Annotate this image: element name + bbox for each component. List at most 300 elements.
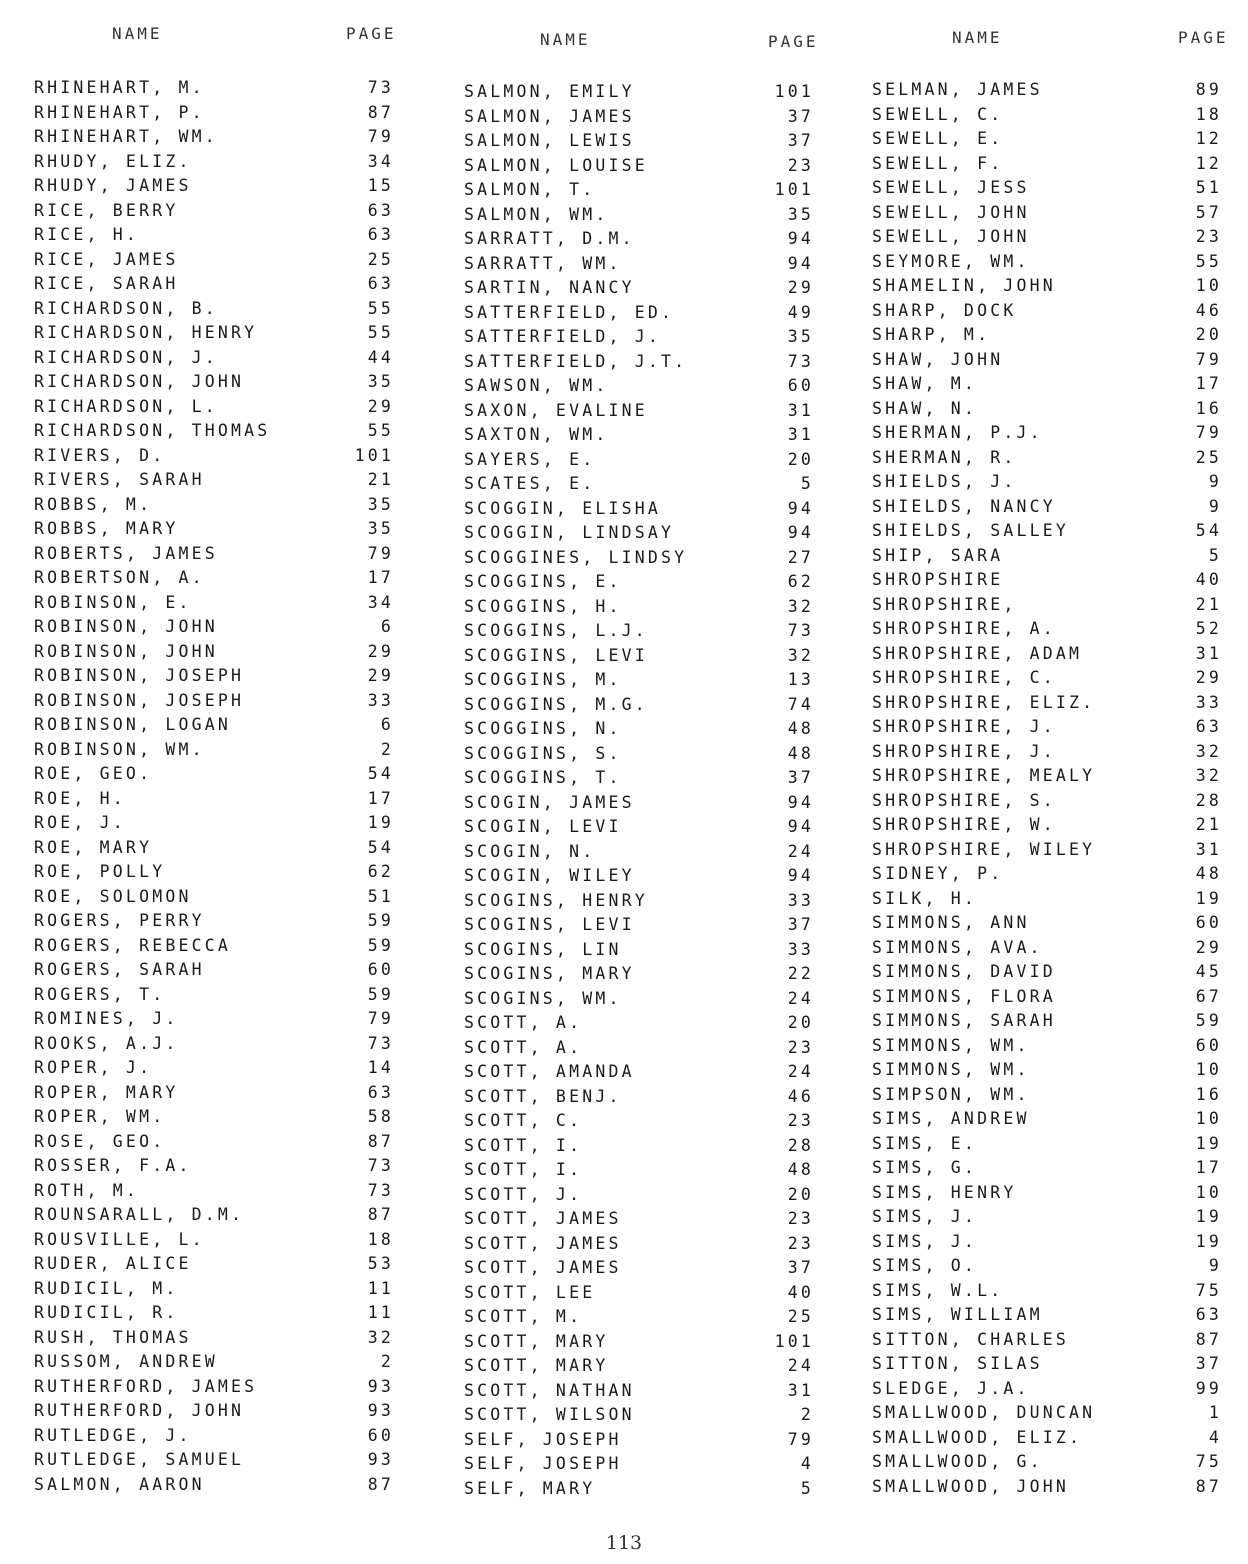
index-entry: [464, 1428, 834, 1453]
index-entry: [34, 199, 414, 224]
entry-page: 17: [1195, 374, 1222, 393]
entry-name: SCOTT, JAMES: [464, 1209, 622, 1228]
index-entry: [464, 497, 834, 522]
entry-name: SHIELDS, NANCY: [872, 496, 1056, 516]
index-entry: [464, 766, 834, 791]
entry-name: SIMS, HENRY: [872, 1182, 1017, 1202]
entry-name: SEWELL, C.: [872, 104, 1004, 124]
entry-name: SEYMORE, WM.: [872, 251, 1030, 271]
entry-name: SCOGGINS, M.: [464, 670, 622, 689]
index-entry: [872, 715, 1232, 740]
entry-page: 32: [367, 1327, 394, 1347]
entry-page: 59: [367, 911, 394, 930]
index-entry: [34, 934, 414, 959]
entry-page: 18: [1195, 104, 1222, 124]
entry-page: 34: [367, 592, 394, 612]
entry-page: 19: [367, 813, 394, 832]
entry-page: 29: [367, 641, 394, 661]
index-entry: [34, 1301, 414, 1326]
entry-name: SHAW, JOHN: [872, 349, 1004, 369]
entry-page: 94: [787, 523, 814, 542]
entry-list: [872, 78, 1232, 1499]
entry-name: SIMS, J.: [872, 1207, 978, 1226]
entry-page: 55: [367, 323, 394, 342]
index-entry: [34, 517, 414, 542]
entry-name: SLEDGE, J.A.: [872, 1378, 1030, 1398]
entry-page: 51: [1195, 178, 1222, 197]
entry-page: 21: [1195, 815, 1222, 834]
entry-name: SALMON, WM.: [464, 204, 609, 224]
entry-page: 79: [367, 543, 394, 563]
entry-name: SHERMAN, P.J.: [872, 423, 1043, 442]
entry-name: SILK, H.: [872, 888, 978, 908]
entry-name: SCOGGINS, M.G.: [464, 694, 648, 714]
index-entry: [872, 666, 1232, 691]
entry-name: SALMON, LOUISE: [464, 155, 648, 175]
index-entry: [34, 542, 414, 567]
entry-name: ROUNSARALL, D.M.: [34, 1205, 245, 1224]
entry-page: 63: [367, 200, 394, 220]
index-entry: [464, 1305, 834, 1330]
entry-page: 63: [367, 1082, 394, 1102]
entry-page: 24: [787, 1356, 814, 1375]
entry-page: 45: [1195, 962, 1222, 981]
index-entry: [34, 468, 414, 493]
index-entry: [464, 80, 834, 105]
entry-name: RUTHERFORD, JAMES: [34, 1376, 258, 1396]
index-entry: [464, 717, 834, 742]
entry-page: 40: [1195, 570, 1222, 589]
entry-name: SELF, JOSEPH: [464, 1429, 622, 1449]
index-entry: [872, 1401, 1232, 1426]
entry-page: 23: [787, 1111, 814, 1130]
entry-name: SHERMAN, R.: [872, 447, 1017, 467]
entry-page: 17: [367, 788, 394, 808]
entry-name: SMALLWOOD, DUNCAN: [872, 1403, 1096, 1422]
entry-name: SHROPSHIRE, S.: [872, 790, 1056, 810]
entry-page: 101: [774, 82, 814, 101]
entry-page: 2: [380, 1352, 394, 1371]
index-entry: [464, 1158, 834, 1183]
entry-name: ROTH, M.: [34, 1180, 140, 1200]
entry-name: SEWELL, F.: [872, 153, 1004, 173]
entry-name: SCOGINS, WM.: [464, 988, 622, 1008]
index-entry: [34, 591, 414, 616]
entry-name: ROBINSON, WM.: [34, 739, 205, 759]
entry-name: ROSE, GEO.: [34, 1131, 166, 1151]
entry-page: 40: [787, 1282, 814, 1302]
entry-page: 79: [367, 127, 394, 146]
index-entry: [872, 1328, 1232, 1353]
entry-page: 35: [367, 519, 394, 538]
index-entry: [34, 493, 414, 518]
index-entry: [872, 593, 1232, 618]
entry-page: 23: [787, 1233, 814, 1253]
index-entry: [872, 813, 1232, 838]
entry-name: SCOGGINES, LINDSY: [464, 547, 688, 567]
entry-name: SMALLWOOD, G.: [872, 1452, 1043, 1471]
entry-name: ROPER, J.: [34, 1058, 153, 1077]
index-entry: [872, 1083, 1232, 1108]
entry-page: 11: [367, 1278, 394, 1298]
entry-page: 73: [367, 78, 394, 97]
entry-name: SCOGGINS, E.: [464, 572, 622, 591]
entry-name: SAXTON, WM.: [464, 425, 609, 444]
entry-page: 94: [787, 866, 814, 885]
entry-name: SCOGGINS, L.J.: [464, 621, 648, 640]
index-entry: [464, 570, 834, 595]
index-entry: [872, 887, 1232, 912]
entry-page: 17: [367, 568, 394, 587]
entry-page: 37: [1195, 1354, 1222, 1373]
entry-name: RICHARDSON, L.: [34, 396, 218, 416]
entry-name: SMALLWOOD, ELIZ.: [872, 1427, 1083, 1447]
entry-page: 23: [1195, 227, 1222, 246]
index-entry: [464, 864, 834, 889]
entry-name: SIMS, O.: [872, 1256, 978, 1275]
index-entry: [34, 174, 414, 199]
index-entry: [34, 150, 414, 175]
entry-name: SARTIN, NANCY: [464, 278, 635, 297]
entry-name: ROGERS, REBECCA: [34, 935, 232, 955]
entry-page: 87: [367, 1474, 394, 1494]
entry-page: 10: [1195, 276, 1222, 295]
index-entry: [872, 421, 1232, 446]
entry-name: SCOGGINS, T.: [464, 768, 622, 787]
entry-name: ROBINSON, JOSEPH: [34, 690, 245, 710]
entry-name: SCOGINS, MARY: [464, 964, 635, 983]
index-entry: [34, 444, 414, 469]
entry-name: SHAW, M.: [872, 374, 978, 393]
index-entry: [464, 668, 834, 693]
entry-name: ROE, H.: [34, 788, 126, 808]
entry-page: 74: [787, 694, 814, 714]
index-entry: [464, 350, 834, 375]
entry-page: 29: [1195, 937, 1222, 957]
entry-name: RUSH, THOMAS: [34, 1327, 192, 1347]
index-entry: [464, 423, 834, 448]
index-entry: [872, 1034, 1232, 1059]
entry-page: 55: [1195, 251, 1222, 271]
entry-name: RICHARDSON, THOMAS: [34, 421, 271, 440]
entry-name: SHROPSHIRE,: [872, 594, 1017, 614]
index-entry: [464, 644, 834, 669]
entry-name: SHROPSHIRE, A.: [872, 619, 1056, 638]
index-entry: [872, 78, 1232, 103]
entry-page: 34: [367, 151, 394, 171]
index-entry: [872, 299, 1232, 324]
entry-page: 19: [1195, 1133, 1222, 1153]
entry-page: 75: [1195, 1452, 1222, 1471]
entry-name: SIMMONS, AVA.: [872, 937, 1043, 957]
entry-page: 10: [1195, 1109, 1222, 1128]
entry-name: SARRATT, D.M.: [464, 229, 635, 248]
entry-page: 59: [367, 935, 394, 955]
entry-name: ROSSER, F.A.: [34, 1156, 192, 1175]
index-entry: [34, 1350, 414, 1375]
index-entry: [464, 1060, 834, 1085]
entry-page: 9: [1208, 1256, 1222, 1275]
entry-name: ROBERTSON, A.: [34, 568, 205, 587]
index-entry: [464, 105, 834, 130]
index-entry: [872, 372, 1232, 397]
entry-page: 79: [787, 1429, 814, 1449]
index-entry: [464, 154, 834, 179]
index-entry: [464, 693, 834, 718]
entry-name: SIMPSON, WM.: [872, 1084, 1030, 1104]
entry-page: 31: [787, 1380, 814, 1400]
index-entry: [872, 1377, 1232, 1402]
entry-name: SHROPSHIRE, J.: [872, 741, 1056, 761]
index-entry: [464, 1281, 834, 1306]
entry-name: ROBINSON, E.: [34, 592, 192, 612]
index-entry: [872, 617, 1232, 642]
entry-page: 62: [787, 572, 814, 591]
entry-name: RICHARDSON, HENRY: [34, 323, 258, 342]
entry-page: 87: [1195, 1329, 1222, 1349]
entry-page: 87: [367, 102, 394, 122]
index-entry: [464, 889, 834, 914]
entry-page: 31: [1195, 643, 1222, 663]
entry-name: SCOTT, I.: [464, 1135, 583, 1155]
entry-name: ROPER, MARY: [34, 1082, 179, 1102]
entry-page: 21: [367, 470, 394, 489]
entry-name: SHROPSHIRE: [872, 570, 1004, 589]
entry-name: SCOGIN, JAMES: [464, 792, 635, 812]
entry-page: 37: [787, 106, 814, 126]
entry-page: 60: [367, 1425, 394, 1445]
entry-name: SCOGGINS, LEVI: [464, 645, 648, 665]
entry-name: SIMMONS, FLORA: [872, 986, 1056, 1006]
index-entry: [34, 1228, 414, 1253]
entry-name: ROGERS, T.: [34, 984, 166, 1004]
entry-name: SIDNEY, P.: [872, 864, 1004, 883]
entry-page: 48: [1195, 864, 1222, 883]
page-header: PAGE: [1178, 28, 1229, 47]
entry-name: RICE, JAMES: [34, 249, 179, 269]
entry-name: RICE, BERRY: [34, 200, 179, 220]
index-entry: [464, 840, 834, 865]
entry-name: SHROPSHIRE, ELIZ.: [872, 692, 1096, 712]
index-entry: [872, 1279, 1232, 1304]
entry-name: SHROPSHIRE, MEALY: [872, 766, 1096, 785]
entry-page: 73: [787, 351, 814, 371]
entry-name: RUSSOM, ANDREW: [34, 1352, 218, 1371]
index-entry: [464, 1109, 834, 1134]
entry-page: 87: [1195, 1476, 1222, 1496]
entry-name: SCOGGINS, H.: [464, 596, 622, 616]
index-entry: [872, 250, 1232, 275]
index-entry: [872, 519, 1232, 544]
entry-name: SCOTT, WILSON: [464, 1405, 635, 1424]
index-entry: [464, 1011, 834, 1036]
index-entry: [872, 1352, 1232, 1377]
index-entry: [34, 1081, 414, 1106]
entry-name: SATTERFIELD, ED.: [464, 302, 675, 322]
entry-page: 101: [354, 445, 394, 465]
entry-name: SIMMONS, DAVID: [872, 962, 1056, 981]
entry-name: SIMMONS, SARAH: [872, 1011, 1056, 1030]
entry-page: 5: [1208, 545, 1222, 565]
index-entry: [34, 958, 414, 983]
entry-name: SCOTT, LEE: [464, 1282, 596, 1302]
index-entry: [34, 762, 414, 787]
index-entry: [872, 1058, 1232, 1083]
column-header: [464, 24, 834, 50]
index-entry: [464, 546, 834, 571]
entry-page: 29: [1195, 668, 1222, 687]
entry-page: 57: [1195, 202, 1222, 222]
entry-page: 10: [1195, 1182, 1222, 1202]
index-entry: [464, 962, 834, 987]
index-entry: [872, 936, 1232, 961]
entry-name: SCOTT, NATHAN: [464, 1380, 635, 1400]
entry-name: ROE, GEO.: [34, 764, 153, 783]
entry-name: RUTLEDGE, SAMUEL: [34, 1450, 245, 1469]
index-entry: [872, 1303, 1232, 1328]
entry-name: SCOTT, JAMES: [464, 1233, 622, 1253]
entry-name: ROGERS, PERRY: [34, 911, 205, 930]
entry-name: RIVERS, D.: [34, 445, 166, 465]
entry-name: ROMINES, J.: [34, 1009, 179, 1028]
index-entry: [464, 325, 834, 350]
index-entry: [464, 252, 834, 277]
entry-page: 32: [1195, 741, 1222, 761]
entry-name: ROBINSON, JOHN: [34, 617, 218, 636]
index-entry: [34, 909, 414, 934]
index-entry: [34, 1399, 414, 1424]
entry-page: 94: [787, 229, 814, 248]
index-entry: [34, 664, 414, 689]
entry-page: 21: [1195, 594, 1222, 614]
entry-name: SCOGIN, WILEY: [464, 866, 635, 885]
index-entry: [34, 787, 414, 812]
entry-name: ROE, J.: [34, 813, 126, 832]
entry-name: ROGERS, SARAH: [34, 960, 205, 979]
entry-page: 62: [367, 862, 394, 881]
entry-page: 31: [1195, 839, 1222, 859]
index-entry: [872, 960, 1232, 985]
entry-name: SIMMONS, WM.: [872, 1060, 1030, 1079]
entry-page: 23: [787, 1209, 814, 1228]
entry-page: 37: [787, 915, 814, 934]
index-entry: [34, 1007, 414, 1032]
index-entry: [872, 470, 1232, 495]
index-entry: [34, 1154, 414, 1179]
entry-name: RIVERS, SARAH: [34, 470, 205, 489]
entry-page: 94: [787, 253, 814, 273]
entry-page: 55: [367, 298, 394, 318]
entry-name: SHIP, SARA: [872, 545, 1004, 565]
index-entry: [34, 615, 414, 640]
entry-name: SALMON, T.: [464, 180, 596, 199]
entry-name: SITTON, CHARLES: [872, 1329, 1070, 1349]
entry-name: SAWSON, WM.: [464, 376, 609, 395]
index-entry: [464, 178, 834, 203]
index-entry: [464, 472, 834, 497]
index-entry: [872, 1156, 1232, 1181]
entry-page: 79: [367, 1009, 394, 1028]
index-entry: [464, 129, 834, 154]
entry-name: RHINEHART, M.: [34, 78, 205, 97]
entry-page: 4: [1208, 1427, 1222, 1447]
index-entry: [34, 223, 414, 248]
index-entry: [464, 1452, 834, 1477]
index-entry: [34, 1130, 414, 1155]
entry-name: SHAW, N.: [872, 398, 978, 418]
entry-name: SIMS, WILLIAM: [872, 1305, 1043, 1324]
entry-page: 79: [1195, 423, 1222, 442]
entry-page: 9: [1208, 496, 1222, 516]
index-entry: [872, 740, 1232, 765]
entry-name: SALMON, LEWIS: [464, 131, 635, 150]
entry-page: 87: [367, 1131, 394, 1151]
entry-name: RICHARDSON, J.: [34, 347, 218, 367]
entry-name: SCOTT, AMANDA: [464, 1062, 635, 1081]
entry-page: 24: [787, 1062, 814, 1081]
entry-page: 54: [367, 837, 394, 857]
entry-name: ROBERTS, JAMES: [34, 543, 218, 563]
entry-page: 99: [1195, 1378, 1222, 1398]
entry-name: ROBBS, M.: [34, 494, 153, 514]
entry-page: 31: [787, 400, 814, 420]
index-entry: [464, 913, 834, 938]
entry-page: 33: [787, 890, 814, 910]
entry-page: 48: [787, 719, 814, 738]
index-entry: [34, 860, 414, 885]
entry-name: SAXON, EVALINE: [464, 400, 648, 420]
index-entry: [872, 691, 1232, 716]
entry-name: ROBINSON, LOGAN: [34, 715, 232, 734]
entry-page: 101: [774, 180, 814, 199]
index-entry: [34, 689, 414, 714]
index-entry: [872, 838, 1232, 863]
entry-name: SALMON, JAMES: [464, 106, 635, 126]
index-entry: [34, 1448, 414, 1473]
entry-page: 2: [800, 1405, 814, 1424]
column-header: [34, 24, 414, 50]
entry-page: 55: [367, 421, 394, 440]
entry-page: 51: [367, 886, 394, 906]
index-column-2: [464, 24, 834, 1498]
entry-name: ROE, MARY: [34, 837, 153, 857]
entry-page: 89: [1195, 80, 1222, 99]
index-entry: [464, 987, 834, 1012]
entry-name: SCOGINS, LIN: [464, 939, 622, 959]
index-entry: [464, 448, 834, 473]
index-entry: [872, 152, 1232, 177]
entry-name: SCOTT, JAMES: [464, 1258, 622, 1277]
index-entry: [464, 1232, 834, 1257]
entry-name: SHROPSHIRE, W.: [872, 815, 1056, 834]
entry-page: 37: [787, 131, 814, 150]
entry-name: SHROPSHIRE, C.: [872, 668, 1056, 687]
entry-name: SHARP, M.: [872, 325, 991, 344]
entry-page: 32: [1195, 766, 1222, 785]
entry-page: 94: [787, 498, 814, 518]
entry-name: SEWELL, JESS: [872, 178, 1030, 197]
entry-page: 67: [1195, 986, 1222, 1006]
index-entry: [872, 911, 1232, 936]
entry-page: 93: [367, 1376, 394, 1396]
entry-page: 49: [787, 302, 814, 322]
index-entry: [34, 885, 414, 910]
entry-name: SIMS, G.: [872, 1158, 978, 1177]
entry-name: SIMS, J.: [872, 1231, 978, 1251]
entry-name: SHIELDS, SALLEY: [872, 521, 1070, 540]
index-entry: [464, 742, 834, 767]
entry-page: 73: [367, 1180, 394, 1200]
